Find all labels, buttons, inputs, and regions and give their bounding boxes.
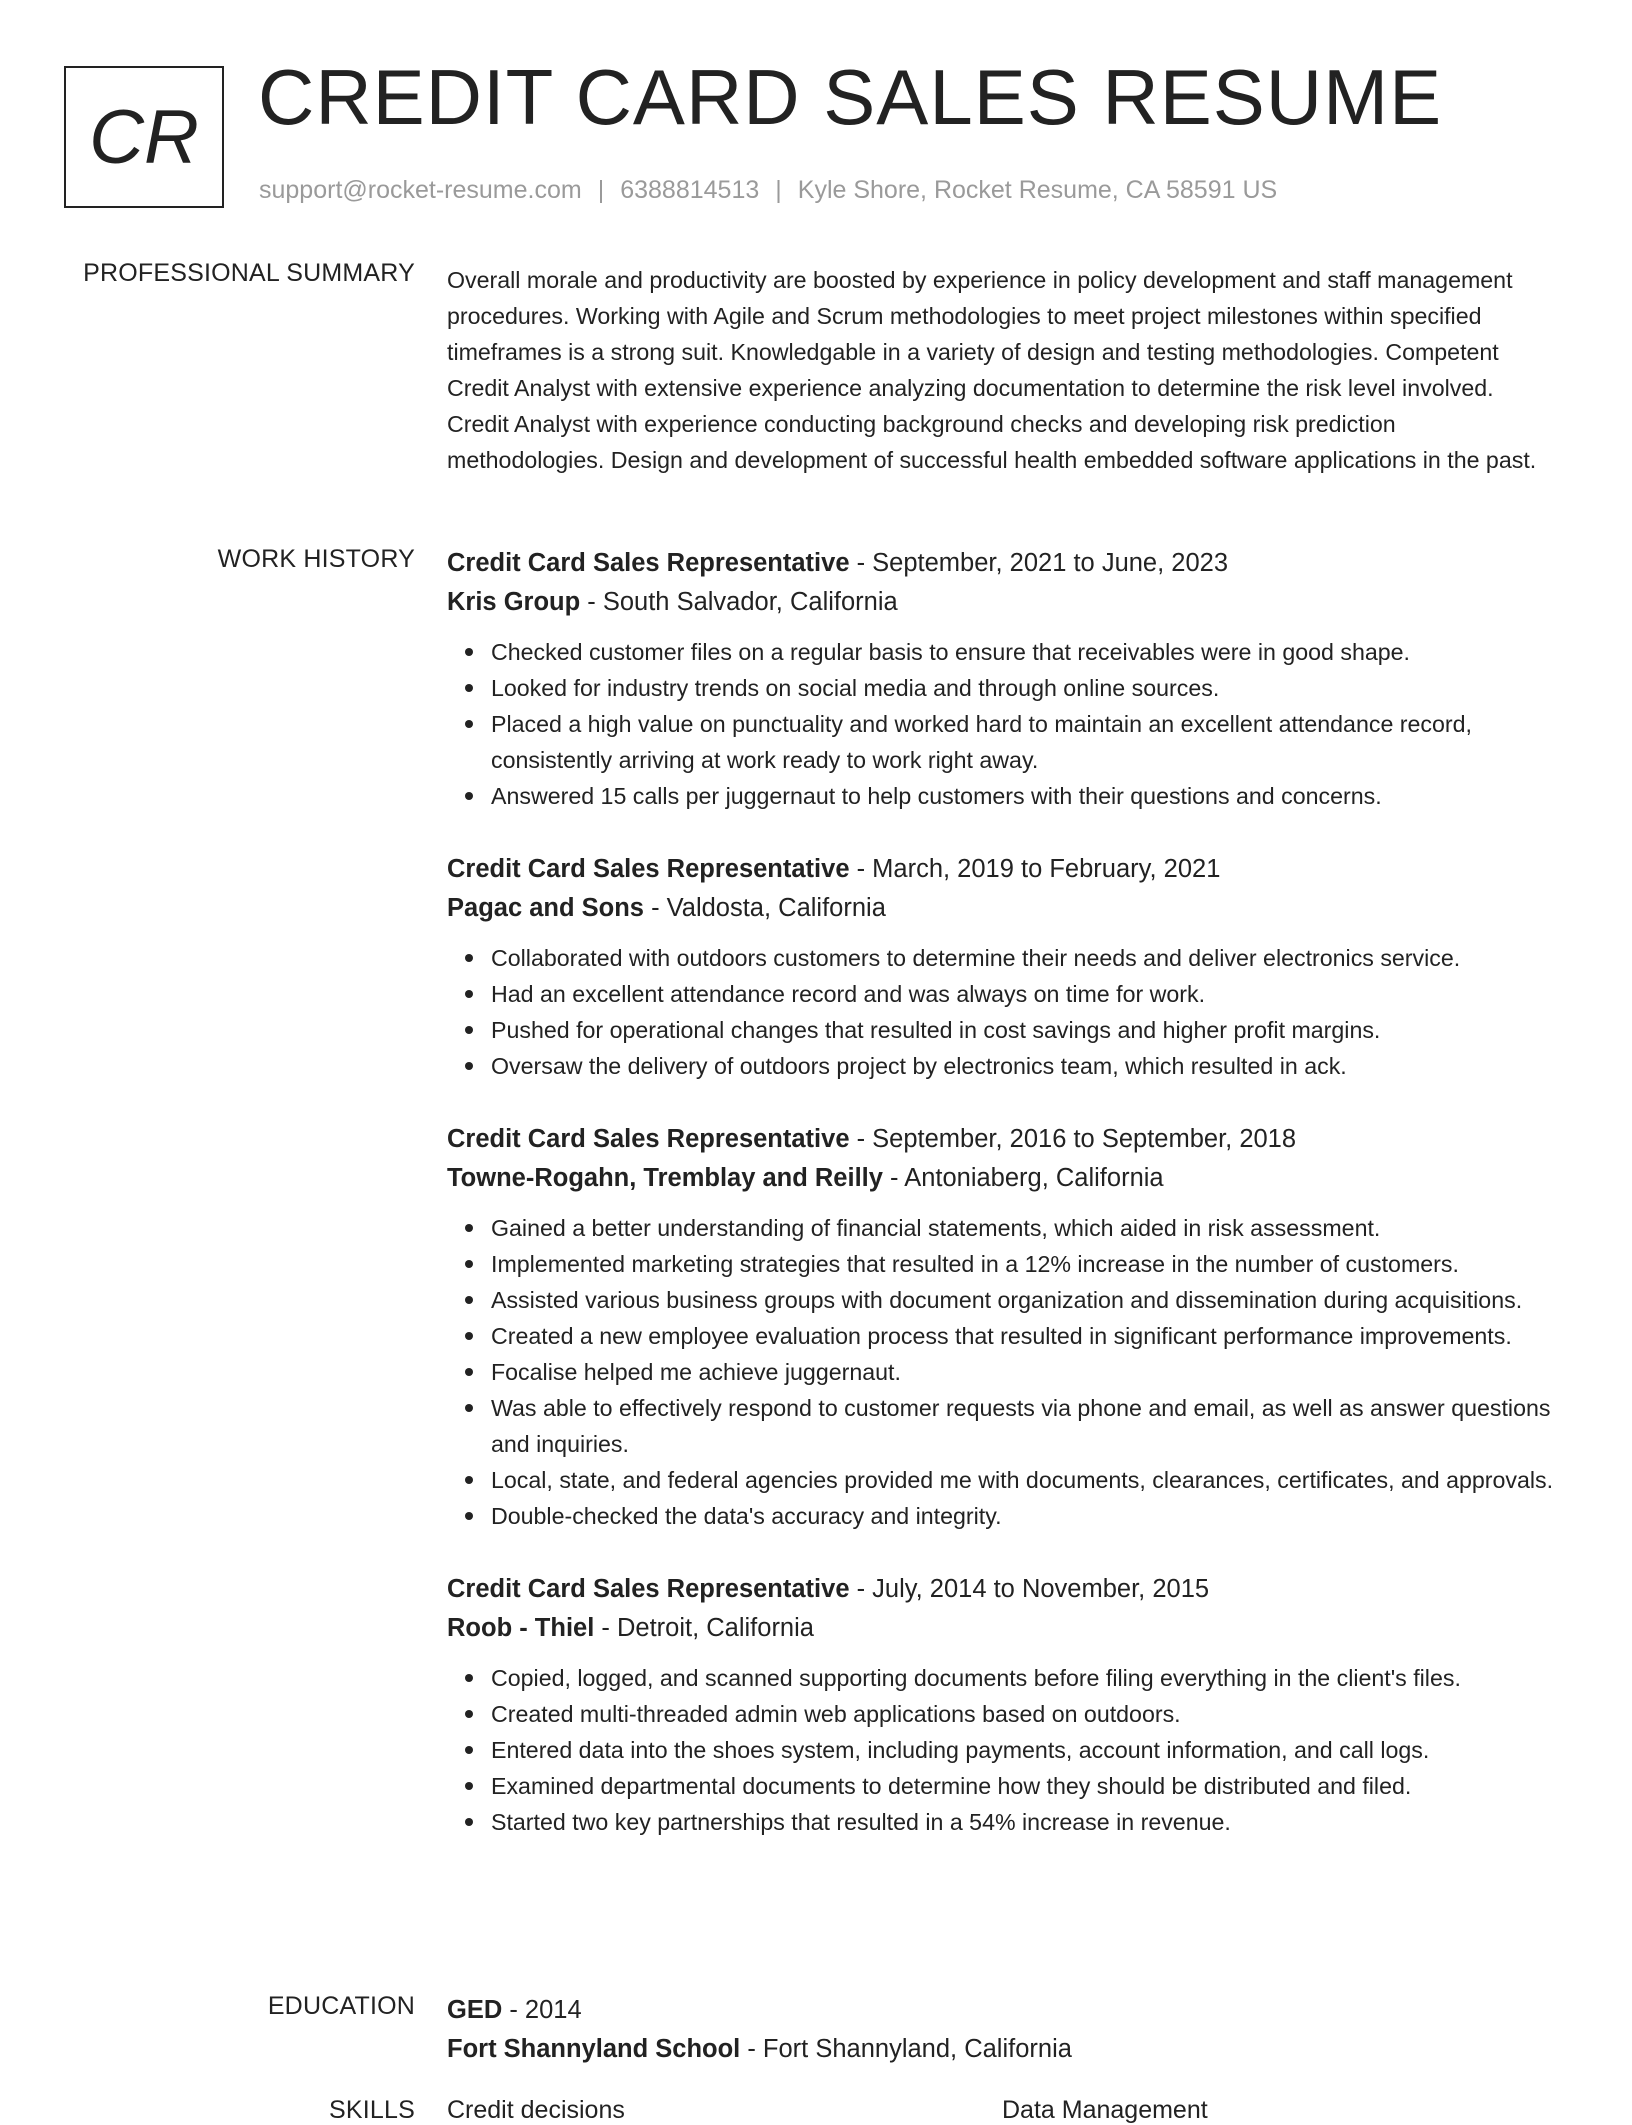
bullet-icon <box>465 1782 473 1790</box>
bullet-text: Examined departmental documents to determine how they should be distributed and filed. <box>491 1773 1412 1799</box>
job-location: - Detroit, California <box>594 1614 814 1642</box>
job-entry <box>447 1570 1557 1840</box>
bullet-icon <box>465 1476 473 1484</box>
section-heading-summary: PROFESSIONAL SUMMARY <box>83 259 415 287</box>
bullet-text: Started two key partnerships that resulted in a 54% increase in revenue. <box>491 1809 1231 1835</box>
job-entry <box>447 544 1557 814</box>
list-item <box>491 1390 1557 1462</box>
job-bullets <box>447 1660 1557 1840</box>
bullet-text: Had an excellent attendance record and was always on time for work. <box>491 981 1206 1007</box>
bullet-icon <box>465 1746 473 1754</box>
contact-separator: | <box>597 176 605 204</box>
job-location: - Antoniaberg, California <box>882 1164 1164 1192</box>
contact-address: Kyle Shore, Rocket Resume, CA 58591 US <box>797 176 1278 204</box>
bullet-icon <box>465 1062 473 1070</box>
skills-row <box>447 2096 1557 2125</box>
education-degree-line <box>447 1991 1557 2030</box>
job-company-line <box>447 889 1557 928</box>
resume-title: CREDIT CARD SALES RESUME <box>258 53 1443 141</box>
education-year: - 2014 <box>502 1996 582 2024</box>
list-item <box>491 1732 1557 1768</box>
bullet-icon <box>465 1710 473 1718</box>
job-dates: - July, 2014 to November, 2015 <box>849 1575 1210 1603</box>
list-item <box>491 1804 1557 1840</box>
bullet-text: Oversaw the delivery of outdoors project by electronics team, which resulted in ack. <box>491 1053 1347 1079</box>
bullet-text: Looked for industry trends on social media and through online sources. <box>491 675 1220 701</box>
bullet-text: Pushed for operational changes that resulted in cost savings and higher profit margins. <box>491 1017 1381 1043</box>
list-item <box>491 1282 1557 1318</box>
list-item <box>491 940 1557 976</box>
bullet-icon <box>465 1512 473 1520</box>
bullet-text: Was able to effectively respond to customer requests via phone and email, as well as answer questions and inquiries. <box>491 1395 1551 1457</box>
contact-line <box>259 176 1277 205</box>
job-title-line <box>447 544 1557 583</box>
bullet-icon <box>465 1674 473 1682</box>
bullet-icon <box>465 648 473 656</box>
job-company-line <box>447 1159 1557 1198</box>
bullet-icon <box>465 1818 473 1826</box>
list-item <box>491 1210 1557 1246</box>
list-item <box>491 1318 1557 1354</box>
bullet-icon <box>465 1224 473 1232</box>
bullet-icon <box>465 684 473 692</box>
summary-text: Overall morale and productivity are boosted by experience in policy development and staff management procedures. Working with Agile and Scrum methodologies to meet project milestones within specified timeframes is a strong suit. Knowledgable in a variety of design and testing methodologies. Competent Credit Analyst with extensive experience analyzing documentation to determine the risk level involved. Credit Analyst with experience conducting background checks and developing risk prediction methodologies. Design and development of successful health embedded software applications in the past. <box>447 267 1537 473</box>
job-title: Credit Card Sales Representative <box>447 855 850 883</box>
section-heading-work-history: WORK HISTORY <box>217 545 415 573</box>
monogram-text: CR <box>89 94 199 180</box>
list-item <box>491 1498 1557 1534</box>
job-title-line <box>447 1570 1557 1609</box>
bullet-text: Focalise helped me achieve juggernaut. <box>491 1359 901 1385</box>
job-title: Credit Card Sales Representative <box>447 1575 850 1603</box>
list-item <box>491 1462 1557 1498</box>
bullet-text: Gained a better understanding of financial statements, which aided in risk assessment. <box>491 1215 1381 1241</box>
bullet-icon <box>465 1296 473 1304</box>
contact-separator: | <box>775 176 782 204</box>
contact-email[interactable]: support@rocket-resume.com <box>259 176 582 204</box>
skill-item: Data Management <box>1002 2096 1208 2124</box>
education-location: - Fort Shannyland, California <box>740 2035 1072 2063</box>
list-item <box>491 670 1557 706</box>
list-item <box>491 1768 1557 1804</box>
job-title-line <box>447 850 1557 889</box>
skill-item: Credit decisions <box>447 2096 625 2124</box>
bullet-icon <box>465 792 473 800</box>
bullet-icon <box>465 720 473 728</box>
bullet-text: Copied, logged, and scanned supporting documents before filing everything in the client's files. <box>491 1665 1461 1691</box>
list-item <box>491 1696 1557 1732</box>
list-item <box>491 634 1557 670</box>
bullet-text: Placed a high value on punctuality and worked hard to maintain an excellent attendance record, consistently arriving at work ready to work right away. <box>491 711 1472 773</box>
job-title-line <box>447 1120 1557 1159</box>
education-school: Fort Shannyland School <box>447 2035 741 2063</box>
bullet-icon <box>465 954 473 962</box>
contact-phone[interactable]: 6388814513 <box>620 176 760 204</box>
job-title: Credit Card Sales Representative <box>447 549 850 577</box>
bullet-icon <box>465 1404 473 1412</box>
job-bullets <box>447 634 1557 814</box>
list-item <box>491 1660 1557 1696</box>
job-company-line <box>447 583 1557 622</box>
job-company: Towne-Rogahn, Tremblay and Reilly <box>447 1164 883 1192</box>
job-dates: - September, 2021 to June, 2023 <box>849 549 1229 577</box>
job-title: Credit Card Sales Representative <box>447 1125 850 1153</box>
bullet-text: Local, state, and federal agencies provided me with documents, clearances, certificates, and approvals. <box>491 1467 1554 1493</box>
job-dates: - March, 2019 to February, 2021 <box>849 855 1221 883</box>
section-heading-skills: SKILLS <box>329 2096 415 2124</box>
list-item <box>491 1246 1557 1282</box>
bullet-text: Created multi-threaded admin web applications based on outdoors. <box>491 1701 1181 1727</box>
job-location: - Valdosta, California <box>643 894 886 922</box>
bullet-icon <box>465 1260 473 1268</box>
list-item <box>491 976 1557 1012</box>
bullet-text: Answered 15 calls per juggernaut to help customers with their questions and concerns. <box>491 783 1382 809</box>
bullet-icon <box>465 1368 473 1376</box>
bullet-icon <box>465 1026 473 1034</box>
section-heading-education: EDUCATION <box>267 1992 415 2020</box>
job-company: Pagac and Sons <box>447 894 644 922</box>
bullet-text: Collaborated with outdoors customers to determine their needs and deliver electronics service. <box>491 945 1461 971</box>
list-item <box>491 1354 1557 1390</box>
bullet-text: Created a new employee evaluation process that resulted in significant performance improvements. <box>491 1323 1512 1349</box>
list-item <box>491 1012 1557 1048</box>
monogram-badge <box>64 66 224 208</box>
bullet-text: Implemented marketing strategies that resulted in a 12% increase in the number of customers. <box>491 1251 1459 1277</box>
job-location: - South Salvador, California <box>580 588 898 616</box>
list-item <box>491 1048 1557 1084</box>
job-company: Kris Group <box>447 588 581 616</box>
bullet-text: Assisted various business groups with document organization and dissemination during acquisitions. <box>491 1287 1523 1313</box>
job-company: Roob - Thiel <box>447 1614 595 1642</box>
job-entry <box>447 850 1557 1084</box>
job-company-line <box>447 1609 1557 1648</box>
job-bullets <box>447 940 1557 1084</box>
list-item <box>491 778 1557 814</box>
bullet-text: Checked customer files on a regular basis to ensure that receivables were in good shape. <box>491 639 1410 665</box>
bullet-text: Entered data into the shoes system, including payments, account information, and call logs. <box>491 1737 1430 1763</box>
job-entry <box>447 1120 1557 1534</box>
education-degree: GED <box>447 1996 503 2024</box>
bullet-text: Double-checked the data's accuracy and integrity. <box>491 1503 1002 1529</box>
job-bullets <box>447 1210 1557 1534</box>
list-item <box>491 706 1557 778</box>
education-school-line <box>447 2030 1557 2069</box>
job-dates: - September, 2016 to September, 2018 <box>849 1125 1297 1153</box>
bullet-icon <box>465 990 473 998</box>
bullet-icon <box>465 1332 473 1340</box>
